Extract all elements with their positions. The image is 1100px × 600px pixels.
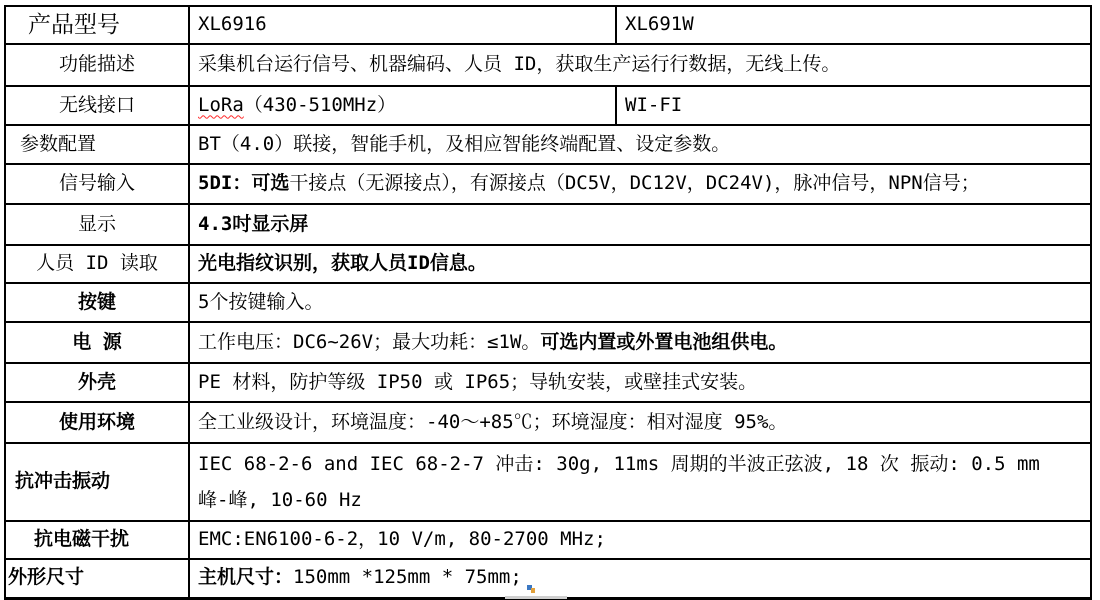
function-desc-text: 采集机台运行信号、机器编码、人员 ID，获取生产运行行数据，无线上传。 (198, 53, 841, 76)
row-value (189, 204, 1091, 245)
row-value (189, 44, 1091, 86)
spec-row-emc (5, 521, 1091, 559)
row-label: 参数配置 (5, 125, 189, 164)
row-label: 产品型号 (5, 6, 189, 44)
enclosure-text: PE 材料，防护等级 IP50 或 IP65；导轨安装，或壁挂式安装。 (198, 370, 758, 393)
model-a-text: XL6916 (198, 13, 267, 36)
object-anchor-icon (527, 585, 535, 593)
table-resize-handle (505, 596, 567, 599)
spec-row-shock-vibration (5, 443, 1091, 521)
row-label: 抗冲击振动 (5, 443, 189, 521)
row-value-wifi (616, 86, 1091, 125)
spec-row-function-desc (5, 44, 1091, 86)
row-value (189, 283, 1091, 322)
spec-row-personnel-id (5, 245, 1091, 283)
spec-row-param-config (5, 125, 1091, 164)
signal-input-bold-text: 5DI：可选 (198, 172, 290, 195)
dimensions-bold-text: 主机尺寸： (198, 566, 294, 589)
environment-text: 全工业级设计，环境温度：-40～+85℃；环境湿度：相对湿度 95%。 (198, 410, 788, 433)
spec-row-wireless-interface (5, 86, 1091, 125)
dimensions-text: 150mm *125mm * 75mm; (293, 566, 522, 589)
spec-row-enclosure (5, 363, 1091, 402)
spec-table (4, 5, 1092, 600)
row-value (189, 521, 1091, 559)
row-value (189, 125, 1091, 164)
personnel-id-text: 光电指纹识别，获取人员ID信息。 (198, 252, 487, 275)
lora-freq-text: （430-510MHz） (243, 93, 397, 116)
row-label: 电 源 (5, 322, 189, 363)
spec-row-signal-input (5, 164, 1091, 204)
shock-vibration-text (198, 446, 1082, 518)
row-value (189, 322, 1091, 363)
shock-line2: 峰-峰, 10-60 Hz (198, 489, 362, 511)
row-label: 使用环境 (5, 402, 189, 443)
row-label: 外壳 (5, 363, 189, 402)
spec-row-environment (5, 402, 1091, 443)
buttons-text: 5个按键输入。 (198, 290, 324, 313)
shock-line1: IEC 68-2-6 and IEC 68-2-7 冲击: 30g, 11ms 周期的半波正弦波, 18 次 振动: 0.5 mm (198, 453, 1040, 475)
emc-text: EMC:EN6100-6-2，10 V/m, 80-2700 MHz; (198, 528, 606, 551)
row-value-lora (189, 86, 616, 125)
row-value (189, 443, 1091, 521)
spec-row-buttons (5, 283, 1091, 322)
spec-row-dimensions (5, 559, 1091, 598)
spec-row-power (5, 322, 1091, 363)
row-label: 功能描述 (5, 44, 189, 86)
row-label: 外形尺寸 (5, 559, 189, 598)
row-label: 显示 (5, 204, 189, 245)
display-text: 4.3吋显示屏 (198, 212, 309, 235)
param-config-text: BT（4.0）联接，智能手机，及相应智能终端配置、设定参数。 (198, 132, 731, 155)
power-text: 工作电压：DC6~26V；最大功耗：≤1W。 (198, 330, 541, 353)
row-label: 人员 ID 读取 (5, 245, 189, 283)
row-value (189, 402, 1091, 443)
row-value (189, 164, 1091, 204)
row-label: 按键 (5, 283, 189, 322)
spec-row-product-model (5, 6, 1091, 44)
power-bold-text: 可选内置或外置电池组供电。 (540, 330, 788, 353)
row-value-model-a (189, 6, 616, 44)
row-label: 无线接口 (5, 86, 189, 125)
row-value (189, 245, 1091, 283)
row-label: 信号输入 (5, 164, 189, 204)
signal-input-text: 干接点（无源接点），有源接点（DC5V，DC12V，DC24V)，脉冲信号，NPN信号； (289, 172, 980, 195)
row-value (189, 559, 1091, 598)
row-label: 抗电磁干扰 (5, 521, 189, 559)
row-value (189, 363, 1091, 402)
wifi-text: WI-FI (625, 93, 683, 116)
row-value-model-b (616, 6, 1091, 44)
spec-row-display (5, 204, 1091, 245)
lora-word-spellcheck: LoRa (198, 93, 244, 116)
model-b-text: XL691W (625, 13, 694, 36)
